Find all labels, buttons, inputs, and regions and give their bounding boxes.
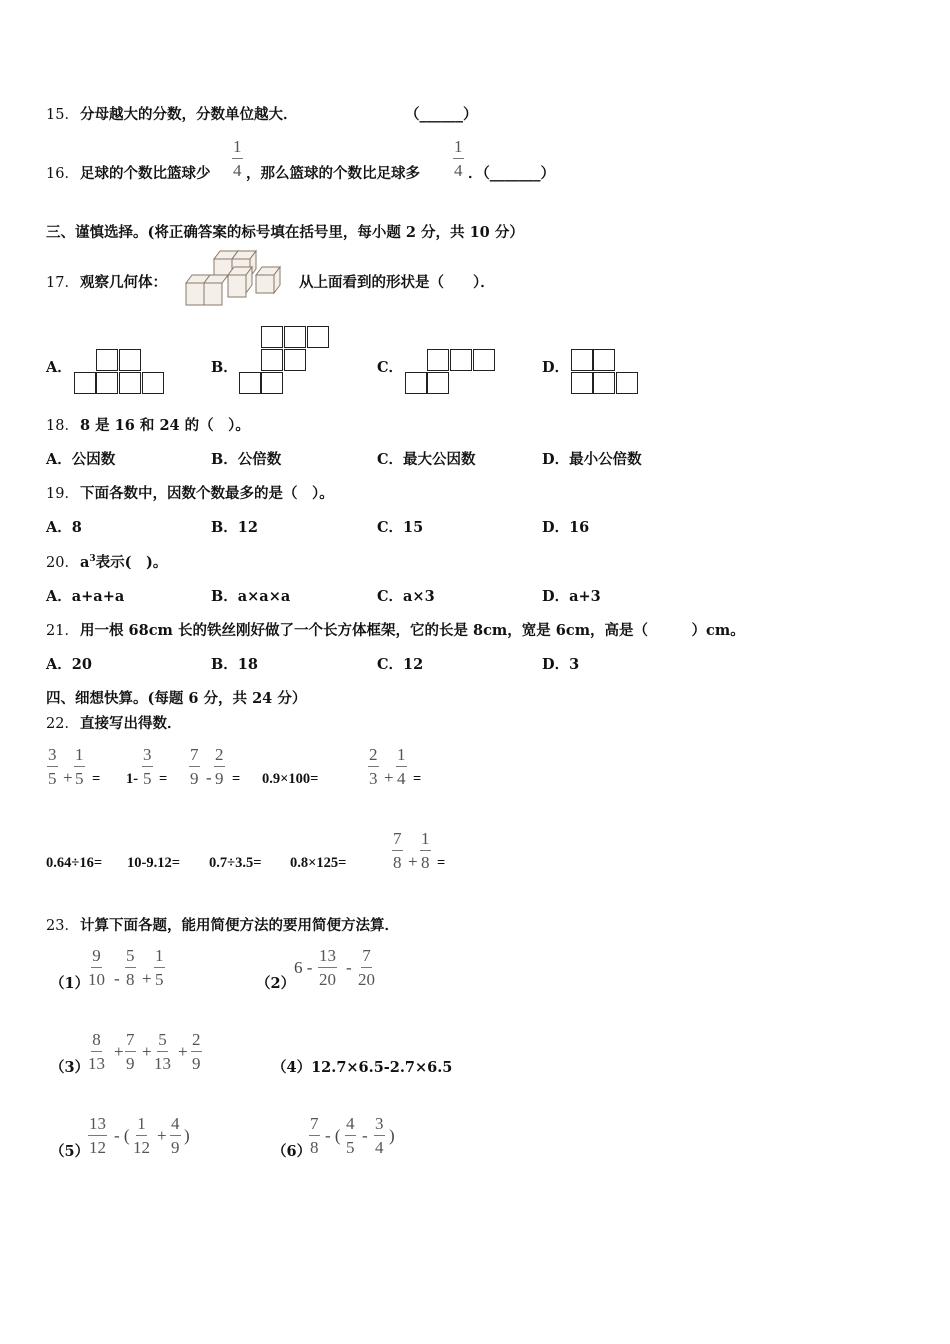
q20-option-b[interactable]: B．a×a×a [211,588,291,605]
q20-text: $a^3$表示( )。 [80,554,168,571]
q23-p5-op-2: + [157,1126,167,1145]
q22-r1-eq-1: = [92,771,101,787]
q22-r1-frac-7: $\frac{1}{4}$ [397,745,406,788]
q23-p6-label: （6） [272,1143,312,1160]
q22-r1-eq-3: = [232,771,241,787]
q21-text: 用一根 68cm 长的铁丝刚好做了一个长方体框架，它的长是 8cm，宽是 6cm，高是（ ）cm。 [80,622,745,639]
q17-solid-figure [184,245,288,309]
q23-p1-label: （1） [50,975,90,992]
q22-r1-decimal: 0.9×100= [262,771,319,787]
q19-number: 19． [46,486,79,502]
q22-r2-d: 0.8×125= [290,855,347,871]
q23-p6-frac-2: $\frac{4}{5}$ [346,1114,355,1157]
q23-p5-frac-3: $\frac{4}{9}$ [171,1114,180,1157]
q23-p3-op-1: + [114,1042,124,1061]
section-3-heading: 三、谨慎选择。(将正确答案的标号填在括号里，每小题 2 分，共 10 分） [46,224,524,241]
q18-number: 18． [46,418,79,434]
q23-p2-frac-1: $\frac{13}{20}$ [319,946,336,989]
q23-p1-frac-2: $\frac{5}{8}$ [126,946,135,989]
q22-r1-eq-2: = [159,771,168,787]
q23-text: 计算下面各题，能用简便方法的要用简便方法算． [80,917,399,934]
q23-p6-frac-1: $\frac{7}{8}$ [310,1114,319,1157]
section-4-heading: 四、细想快算。(每题 6 分，共 24 分） [46,690,307,707]
q22-r2-op: + [408,852,418,871]
q23-p3-label: （3） [50,1059,90,1076]
q23-p1-frac-1: $\frac{9}{10}$ [88,946,105,989]
q23-p6-frac-3: $\frac{3}{4}$ [375,1114,384,1157]
q23-p2-op-1: - [346,958,352,977]
q17-number: 17． [46,275,79,291]
q17-option-d[interactable]: D． [542,359,570,376]
q16-fraction-1: $\frac{1}{4}$ [233,137,242,180]
q23-p5-label: （5） [50,1143,90,1160]
q22-r1-frac-3: $\frac{3}{5}$ [143,745,152,788]
q17-text: 观察几何体： [80,274,167,291]
q22-r1-frac-4: $\frac{7}{9}$ [190,745,199,788]
q19-option-c[interactable]: C．15 [377,519,424,536]
q20-option-a[interactable]: A．a+a+a [46,588,125,605]
q22-r2-b: 10-9.12= [127,855,180,871]
q23-p6-op-1: - ( [325,1126,341,1145]
q22-r1-op-3: - [206,768,212,787]
q21-option-b[interactable]: B．18 [211,656,258,673]
q16-fraction-2: $\frac{1}{4}$ [454,137,463,180]
q22-r1-pre-2: 1- [126,771,139,787]
q22-r2-frac-1: $\frac{7}{8}$ [393,829,402,872]
q22-r1-op-4: + [384,768,394,787]
q23-p3-op-2: + [142,1042,152,1061]
q23-number: 23． [46,918,79,934]
q22-r2-frac-2: $\frac{1}{8}$ [421,829,430,872]
q23-p6-op-2: - [362,1126,368,1145]
q19-option-d[interactable]: D．16 [542,519,590,536]
q16-answer-blank[interactable]: ．（_______） [468,165,555,182]
q16-text-pre: 足球的个数比篮球少 [80,165,211,182]
q23-p5-frac-2: $\frac{1}{12}$ [133,1114,150,1157]
q23-p1-op-1: - [114,969,120,988]
q23-p3-frac-4: $\frac{2}{9}$ [192,1030,201,1073]
q18-text: 8 是 16 和 24 的（ ）。 [80,417,250,434]
q19-option-a[interactable]: A．8 [46,519,82,536]
q23-p5-op-1: - ( [114,1126,130,1145]
q23-p3-frac-1: $\frac{8}{13}$ [88,1030,105,1073]
q23-p3-op-3: + [178,1042,188,1061]
q18-option-d[interactable]: D．最小公倍数 [542,451,642,468]
q22-r2-eq: = [437,855,446,871]
q23-p6-op-3: ) [389,1126,395,1145]
q23-p5-frac-1: $\frac{13}{12}$ [89,1114,106,1157]
q22-text: 直接写出得数． [80,715,182,732]
q20-option-d[interactable]: D．a+3 [542,588,601,605]
q23-p5-op-3: ) [184,1126,190,1145]
q21-option-d[interactable]: D．3 [542,656,580,673]
q22-number: 22． [46,716,79,732]
q22-r1-eq-4: = [413,771,422,787]
q19-option-b[interactable]: B．12 [211,519,258,536]
q23-p1-op-2: + [142,969,152,988]
q23-p3-frac-2: $\frac{7}{9}$ [126,1030,135,1073]
q21-option-a[interactable]: A．20 [46,656,92,673]
q23-p2-label: （2） [256,975,296,992]
q22-r1-frac-5: $\frac{2}{9}$ [215,745,224,788]
q16-number: 16． [46,166,79,182]
q22-r1-frac-6: $\frac{2}{3}$ [369,745,378,788]
q19-text: 下面各数中，因数个数最多的是（ ）。 [80,485,334,502]
q16-text-mid: ，那么篮球的个数比足球多 [246,165,420,182]
q23-p4-label: （4）12.7×6.5-2.7×6.5 [272,1059,453,1076]
q22-r1-op-1: + [63,768,73,787]
q18-option-b[interactable]: B．公倍数 [211,451,282,468]
q22-r1-frac-1: $\frac{3}{5}$ [48,745,57,788]
q17-text-after: 从上面看到的形状是（ ）． [299,274,495,291]
q18-option-a[interactable]: A．公因数 [46,451,116,468]
q22-r2-c: 0.7÷3.5= [209,855,262,871]
q21-option-c[interactable]: C．12 [377,656,424,673]
q15-number: 15． [46,107,79,123]
q17-option-a[interactable]: A． [46,359,72,376]
q22-r2-a: 0.64÷16= [46,855,103,871]
q23-p2-frac-2: $\frac{7}{20}$ [358,946,375,989]
q23-p2-pre: 6 - [294,958,313,977]
q22-r1-frac-2: $\frac{1}{5}$ [75,745,84,788]
q20-number: 20． [46,555,79,571]
q15-text: 分母越大的分数，分数单位越大． [80,106,298,123]
q20-option-c[interactable]: C．a×3 [377,588,435,605]
q17-option-c[interactable]: C． [377,359,404,376]
q18-option-c[interactable]: C．最大公因数 [377,451,476,468]
q15-answer-blank[interactable]: （______） [405,106,478,123]
q17-option-b[interactable]: B． [211,359,238,376]
q21-number: 21． [46,623,79,639]
q23-p1-frac-3: $\frac{1}{5}$ [155,946,164,989]
q23-p3-frac-3: $\frac{5}{13}$ [154,1030,171,1073]
